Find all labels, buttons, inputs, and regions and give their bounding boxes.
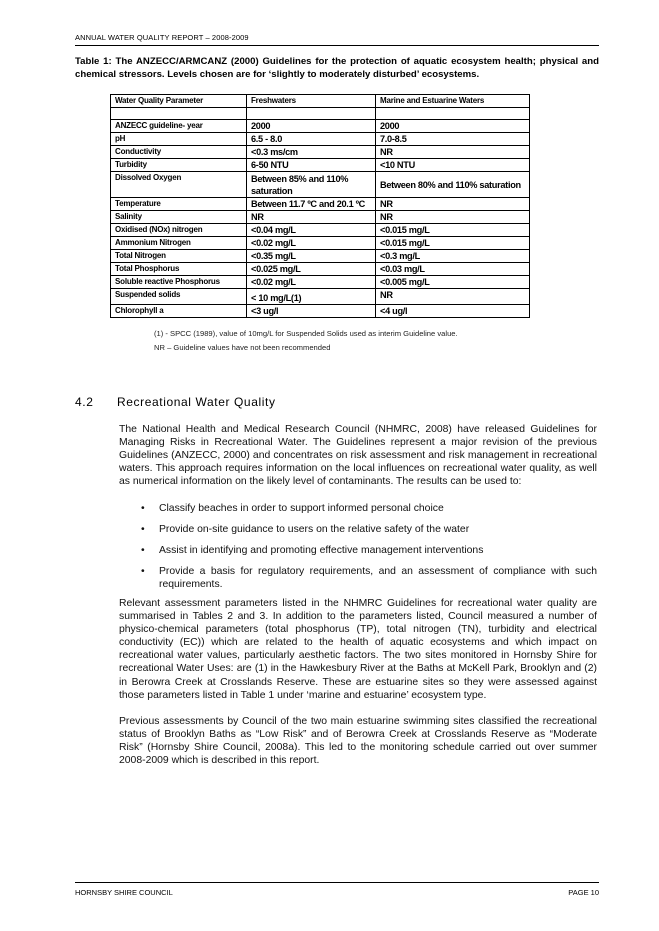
table-row <box>111 305 530 318</box>
list-item <box>119 502 597 515</box>
header-cell: Marine and Estuarine Waters <box>376 95 530 108</box>
freshwater-cell: <0.3 ms/cm <box>247 146 376 159</box>
list-item <box>119 523 597 536</box>
table-spacer-row <box>111 108 530 120</box>
param-cell: pH <box>111 133 247 146</box>
param-cell: Dissolved Oxygen <box>111 172 247 198</box>
freshwater-cell: <0.02 mg/L <box>247 237 376 250</box>
freshwater-cell: NR <box>247 211 376 224</box>
freshwater-cell: <3 ug/l <box>247 305 376 318</box>
table-caption: Table 1: The ANZECC/ARMCANZ (2000) Guidelines for the protection of aquatic ecosystem health; physical and chemical stressors. Levels chosen are for ‘slightly to moderately disturbed’ ecosystems. <box>75 56 599 80</box>
bullet-list <box>119 502 597 599</box>
table-row <box>111 198 530 211</box>
marine-cell: 7.0-8.5 <box>376 133 530 146</box>
table-row <box>111 159 530 172</box>
marine-cell: 2000 <box>376 120 530 133</box>
table-row <box>111 263 530 276</box>
bullet-icon: • <box>141 545 145 557</box>
marine-cell: NR <box>376 289 530 305</box>
freshwater-cell: Between 11.7 ºC and 20.1 ºC <box>247 198 376 211</box>
marine-cell: <0.03 mg/L <box>376 263 530 276</box>
running-header: ANNUAL WATER QUALITY REPORT – 2008-2009 <box>75 33 599 46</box>
param-cell: Temperature <box>111 198 247 211</box>
body-paragraph: Relevant assessment parameters listed in the NHMRC Guidelines for recreational water quality are summarised in Tables 2 and 3. In addition to the parameters listed, Council measured a number of physico-chemical parameters (total phosphorus (TP), total nitrogen (TN), turbidity and electrical conductivity (EC)) which are related to the health of aquatic ecosystems and which impact on recreational water values, particularly aesthetic factors. The two sites monitored in Hornsby Shire for recreational Water Uses: are (1) in the Hawkesbury River at the Baths at McKell Park, Brooklyn and (2) in Berowra Creek at Crosslands Reserve. These are estuarine sites so they were assessed against those parameters listed in Table 1 under ‘marine and estuarine’ ecosystem type. <box>119 598 597 701</box>
param-cell: Ammonium Nitrogen <box>111 237 247 250</box>
freshwater-cell: <0.04 mg/L <box>247 224 376 237</box>
body-paragraph: Previous assessments by Council of the two main estuarine swimming sites classified the recreational status of Brooklyn Baths as “Low Risk” and of Berowra Creek at Crosslands Reserve as “Moderate Risk” (Hornsby Shire Council, 2008a). This led to the monitoring schedule carried out over summer 2008-2009 which is described in this report. <box>119 716 597 767</box>
section-heading <box>75 395 276 409</box>
body-paragraph: The National Health and Medical Research Council (NHMRC, 2008) have released Guidelines for Managing Risks in Recreational Water. The Guidelines represent a major revision of the previous Guidelines (ANZECC, 2000) and concentrates on risk assessment and risk management in recreational waters. This approach requires information on the local influences on recreational water quality, as well as numerical information on the likely level of contaminants. The results can be used to: <box>119 424 597 488</box>
bullet-icon: • <box>141 524 145 536</box>
freshwater-cell: 6-50 NTU <box>247 159 376 172</box>
freshwater-cell: Between 85% and 110% saturation <box>247 172 376 198</box>
param-cell: Salinity <box>111 211 247 224</box>
marine-cell: Between 80% and 110% saturation <box>376 172 530 198</box>
freshwater-cell: 6.5 - 8.0 <box>247 133 376 146</box>
table-row <box>111 133 530 146</box>
bullet-icon: • <box>141 566 145 578</box>
freshwater-cell: <0.02 mg/L <box>247 276 376 289</box>
marine-cell: NR <box>376 211 530 224</box>
table-row <box>111 250 530 263</box>
param-cell: Conductivity <box>111 146 247 159</box>
table-row <box>111 172 530 198</box>
marine-cell: <0.015 mg/L <box>376 237 530 250</box>
header-cell: Freshwaters <box>247 95 376 108</box>
table-footnote: NR – Guideline values have not been recommended <box>154 343 331 352</box>
marine-cell: <0.015 mg/L <box>376 224 530 237</box>
footer-organisation: HORNSBY SHIRE COUNCIL <box>75 888 173 897</box>
table-footnote: (1) - SPCC (1989), value of 10mg/L for Suspended Solids used as interim Guideline value. <box>154 329 458 338</box>
page-footer <box>75 882 599 897</box>
marine-cell: NR <box>376 198 530 211</box>
marine-cell: NR <box>376 146 530 159</box>
table-row <box>111 224 530 237</box>
table-row <box>111 120 530 133</box>
bullet-icon: • <box>141 503 145 514</box>
param-cell: Chlorophyll a <box>111 305 247 318</box>
freshwater-cell: 2000 <box>247 120 376 133</box>
table-row <box>111 276 530 289</box>
freshwater-cell: < 10 mg/L(1) <box>247 289 376 305</box>
param-cell: Total Phosphorus <box>111 263 247 276</box>
bullet-text: Provide a basis for regulatory requirements, and an assessment of compliance with such requirements. <box>159 566 597 591</box>
param-cell: Suspended solids <box>111 289 247 305</box>
marine-cell: <10 NTU <box>376 159 530 172</box>
page-number: PAGE 10 <box>568 888 599 897</box>
table-row <box>111 211 530 224</box>
section-title: Recreational Water Quality <box>117 395 276 409</box>
bullet-text: Classify beaches in order to support informed personal choice <box>159 503 444 514</box>
bullet-text: Provide on-site guidance to users on the relative safety of the water <box>159 524 470 536</box>
marine-cell: <4 ug/l <box>376 305 530 318</box>
guidelines-table <box>110 94 530 318</box>
param-cell: Oxidised (NOx) nitrogen <box>111 224 247 237</box>
param-cell: ANZECC guideline- year <box>111 120 247 133</box>
freshwater-cell: <0.35 mg/L <box>247 250 376 263</box>
section-number: 4.2 <box>75 395 94 409</box>
bullet-text: Assist in identifying and promoting effective management interventions <box>159 545 484 557</box>
list-item <box>119 565 597 591</box>
freshwater-cell: <0.025 mg/L <box>247 263 376 276</box>
list-item <box>119 544 597 557</box>
param-cell: Total Nitrogen <box>111 250 247 263</box>
param-cell: Soluble reactive Phosphorus <box>111 276 247 289</box>
param-cell: Turbidity <box>111 159 247 172</box>
marine-cell: <0.3 mg/L <box>376 250 530 263</box>
table-row <box>111 237 530 250</box>
table-header-row <box>111 95 530 108</box>
table-row <box>111 289 530 305</box>
table-row <box>111 146 530 159</box>
header-cell: Water Quality Parameter <box>111 95 247 108</box>
marine-cell: <0.005 mg/L <box>376 276 530 289</box>
